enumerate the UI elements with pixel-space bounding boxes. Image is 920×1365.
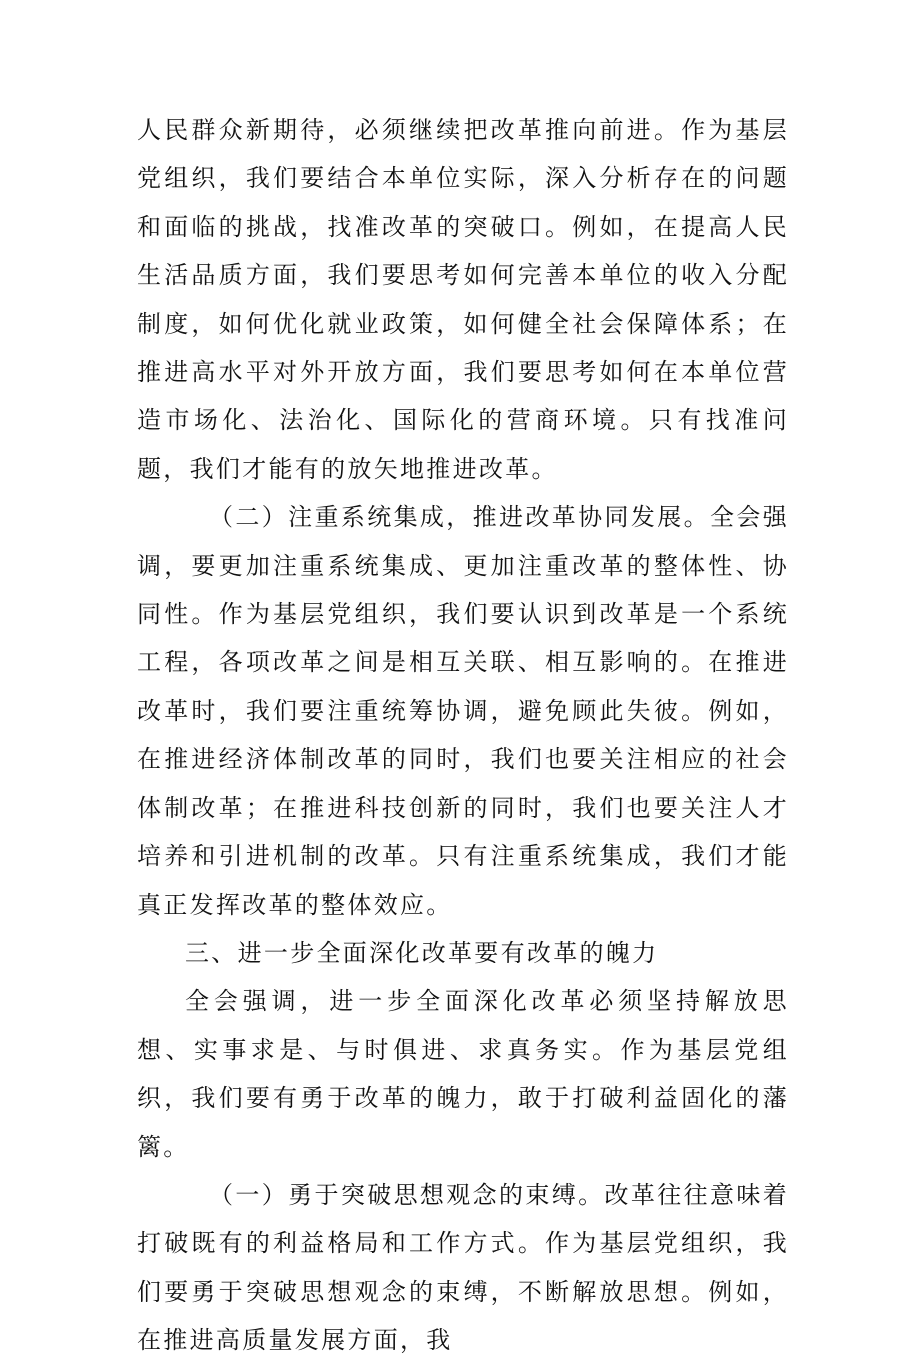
- paragraph-plenary-emphasis: 全会强调，进一步全面深化改革必须坚持解放思想、实事求是、与时俱进、求真务实。作为基层党组织，我们要有勇于改革的魄力，敢于打破利益固化的藩篱。: [137, 987, 789, 1161]
- paragraph-section-two: （二）注重系统集成，推进改革协同发展。全会强调，要更加注重系统集成、更加注重改革的整体性、协同性。作为基层党组织，我们要认识到改革是一个系统工程，各项改革之间是相互关联、相互影响的。在推进改革时，我们要注重统筹协调，避免顾此失彼。例如，在推进经济体制改革的同时，我们也要关注相应的社会体制改革；在推进科技创新的同时，我们也要关注人才培养和引进机制的改革。只有注重系统集成，我们才能真正发挥改革的整体效应。: [137, 503, 789, 919]
- paragraph-continuation: 人民群众新期待，必须继续把改革推向前进。作为基层党组织，我们要结合本单位实际，深入分析存在的问题和面临的挑战，找准改革的突破口。例如，在提高人民生活品质方面，我们要思考如何完善本单位的收入分配制度，如何优化就业政策，如何健全社会保障体系；在推进高水平对外开放方面，我们要思考如何在本单位营造市场化、法治化、国际化的营商环境。只有找准问题，我们才能有的放矢地推进改革。: [137, 116, 789, 483]
- section-heading-three: 三、进一步全面深化改革要有改革的魄力: [185, 938, 659, 967]
- document-page: [137, 106, 789, 1365]
- paragraph-section-one: （一）勇于突破思想观念的束缚。改革往往意味着打破既有的利益格局和工作方式。作为基层党组织，我们要勇于突破思想观念的束缚，不断解放思想。例如，在推进高质量发展方面，我: [137, 1180, 789, 1355]
